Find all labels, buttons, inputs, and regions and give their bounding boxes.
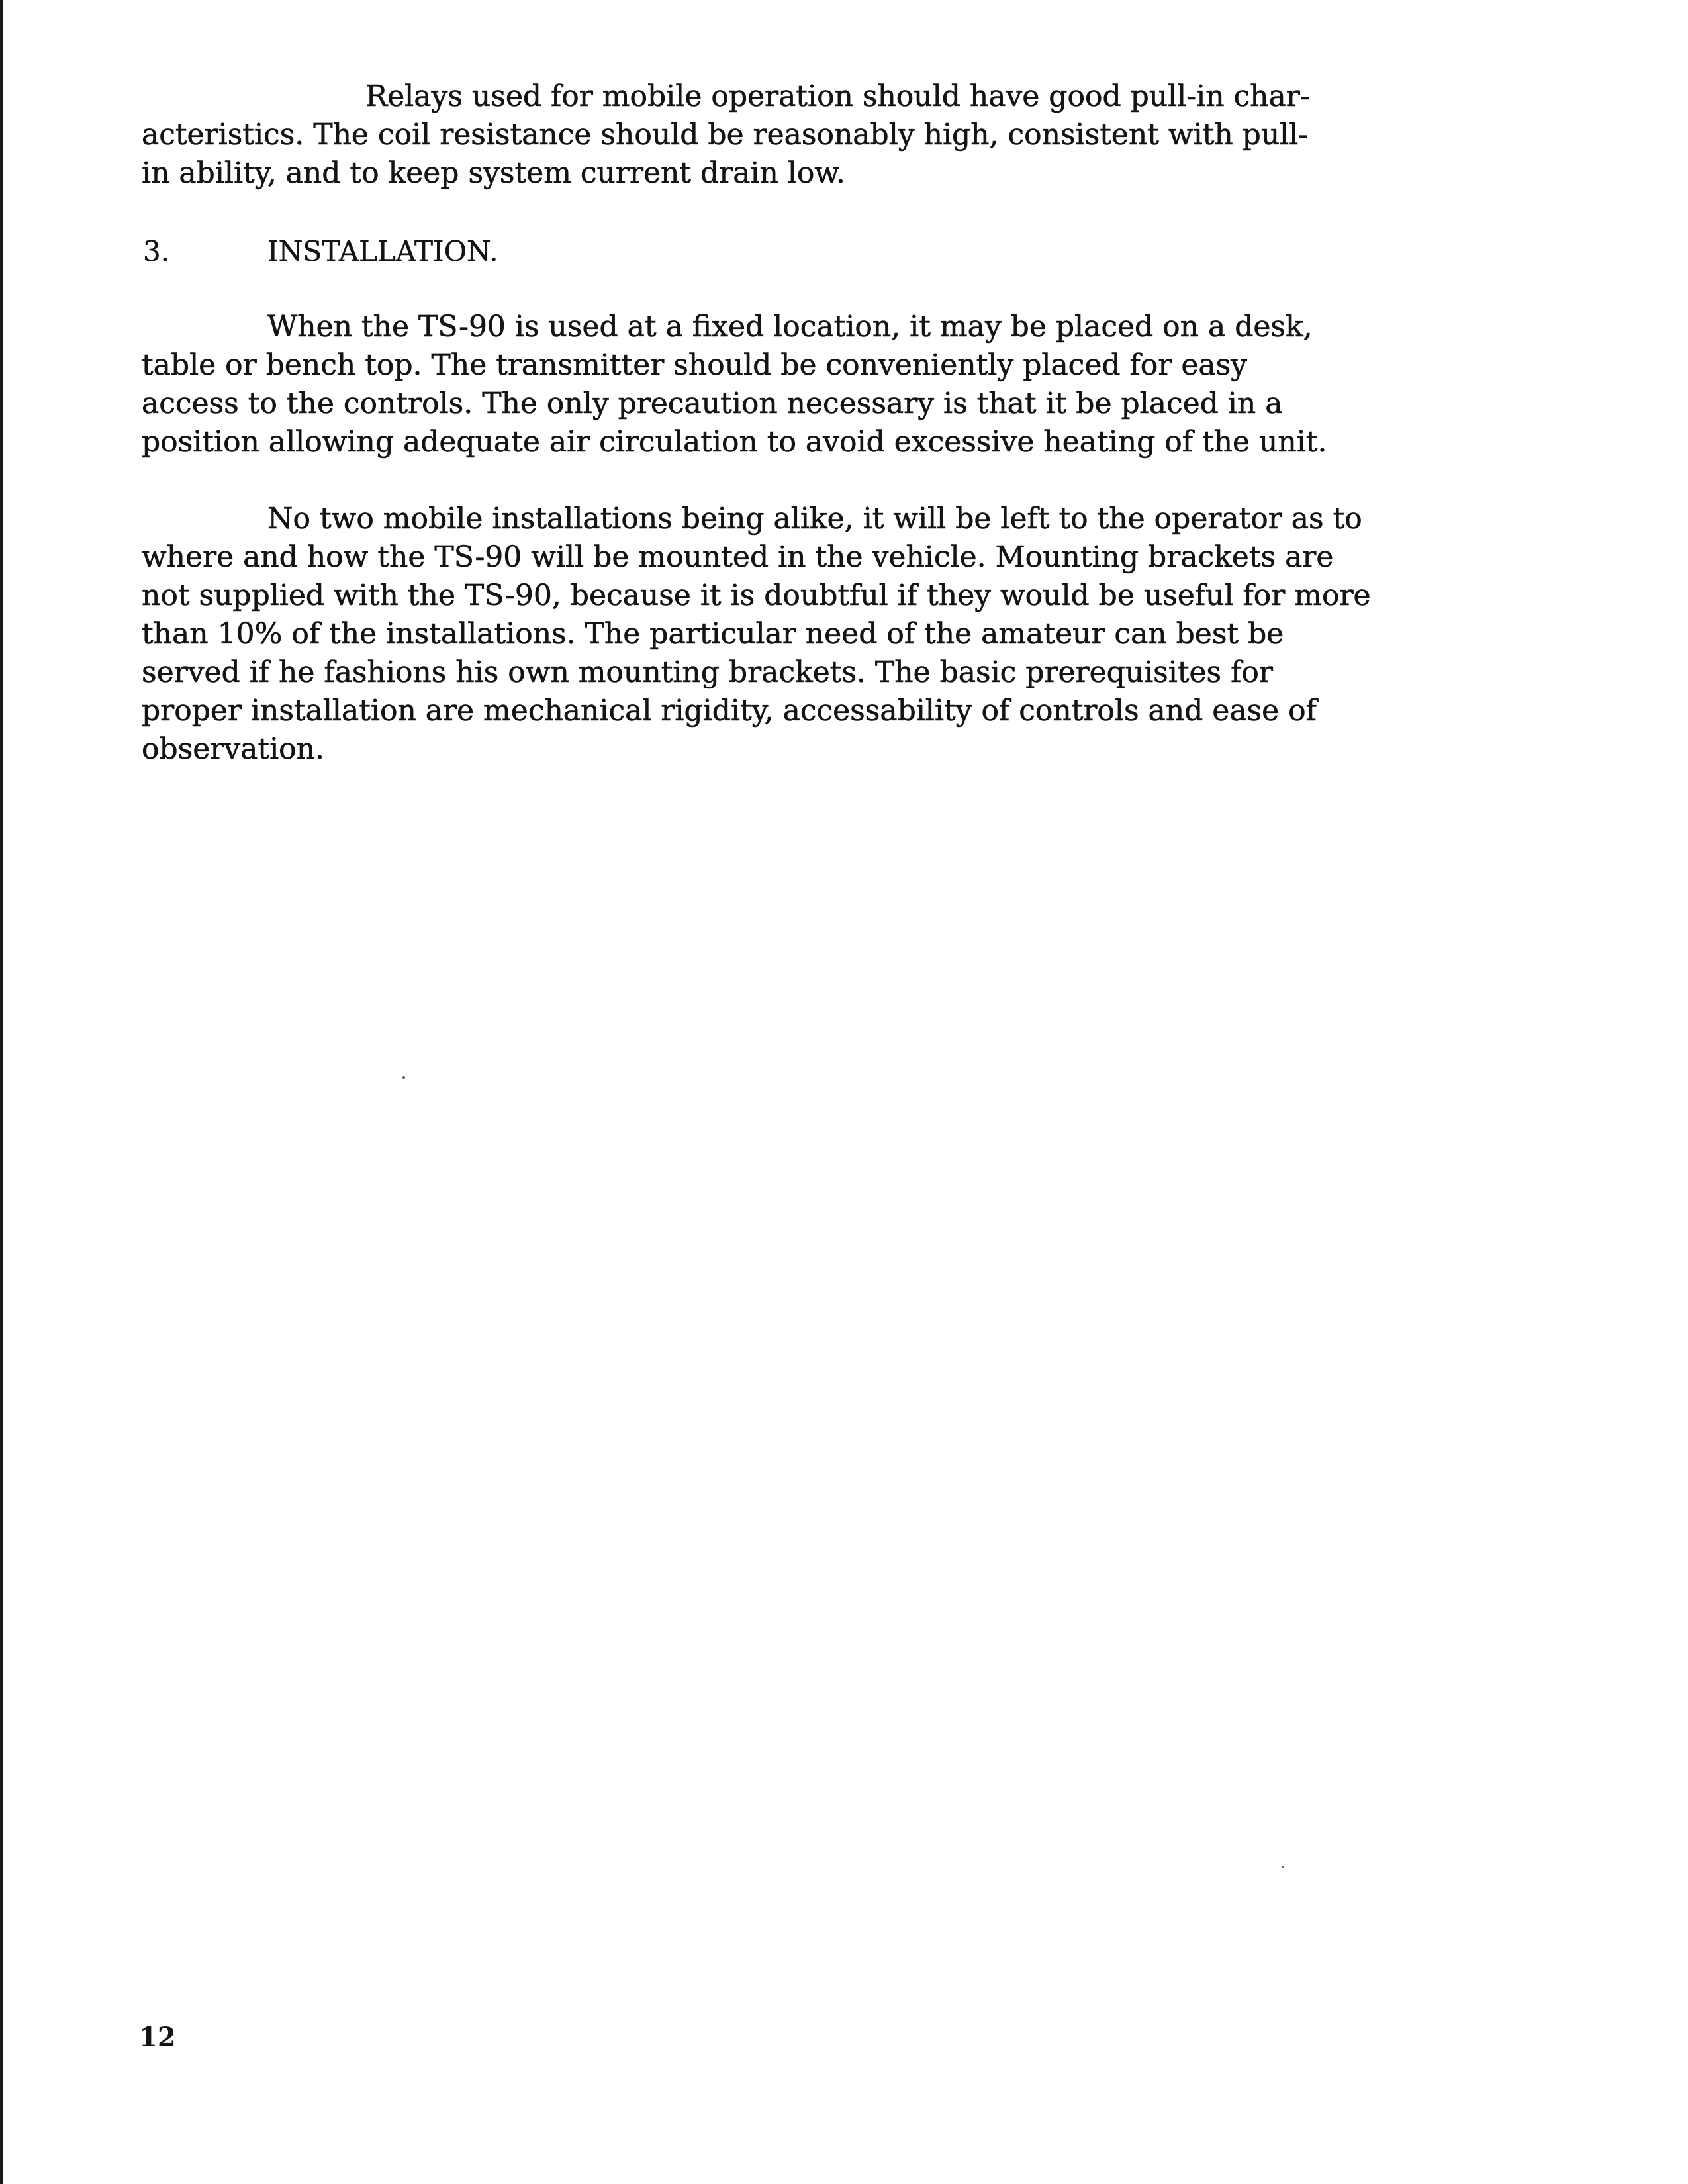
scan-speck: [402, 1076, 405, 1079]
text-line: When the TS-90 is used at a fixed location, it may be placed on a desk,: [267, 310, 1313, 344]
text-line: where and how the TS-90 will be mounted in the vehicle. Mounting brackets are: [142, 540, 1334, 574]
text-line: No two mobile installations being alike, it will be left to the operator as to: [267, 502, 1362, 536]
text-line: position allowing adequate air circulation to avoid excessive heating of the unit.: [142, 425, 1327, 459]
text-line: than 10% of the installations. The particular need of the amateur can best be: [142, 617, 1284, 651]
text-line: in ability, and to keep system current drain low.: [142, 156, 845, 190]
page-number: 12: [139, 2022, 176, 2053]
page-left-edge: [0, 0, 3, 2184]
text-line: Relays used for mobile operation should have good pull-in char-: [365, 79, 1310, 113]
text-line: served if he fashions his own mounting brackets. The basic prerequisites for: [142, 655, 1273, 689]
text-line: acteristics. The coil resistance should be reasonably high, consistent with pull-: [142, 118, 1309, 152]
scan-speck: [1282, 1866, 1284, 1868]
section-number: 3.: [143, 235, 170, 267]
section-title: INSTALLATION.: [267, 235, 498, 267]
text-line: table or bench top. The transmitter should be conveniently placed for easy: [142, 348, 1248, 382]
text-line: observation.: [142, 732, 324, 766]
text-line: access to the controls. The only precaution necessary is that it be placed in a: [142, 387, 1283, 420]
text-line: not supplied with the TS-90, because it is doubtful if they would be useful for more: [142, 579, 1371, 612]
text-line: proper installation are mechanical rigidity, accessability of controls and ease of: [142, 694, 1317, 728]
